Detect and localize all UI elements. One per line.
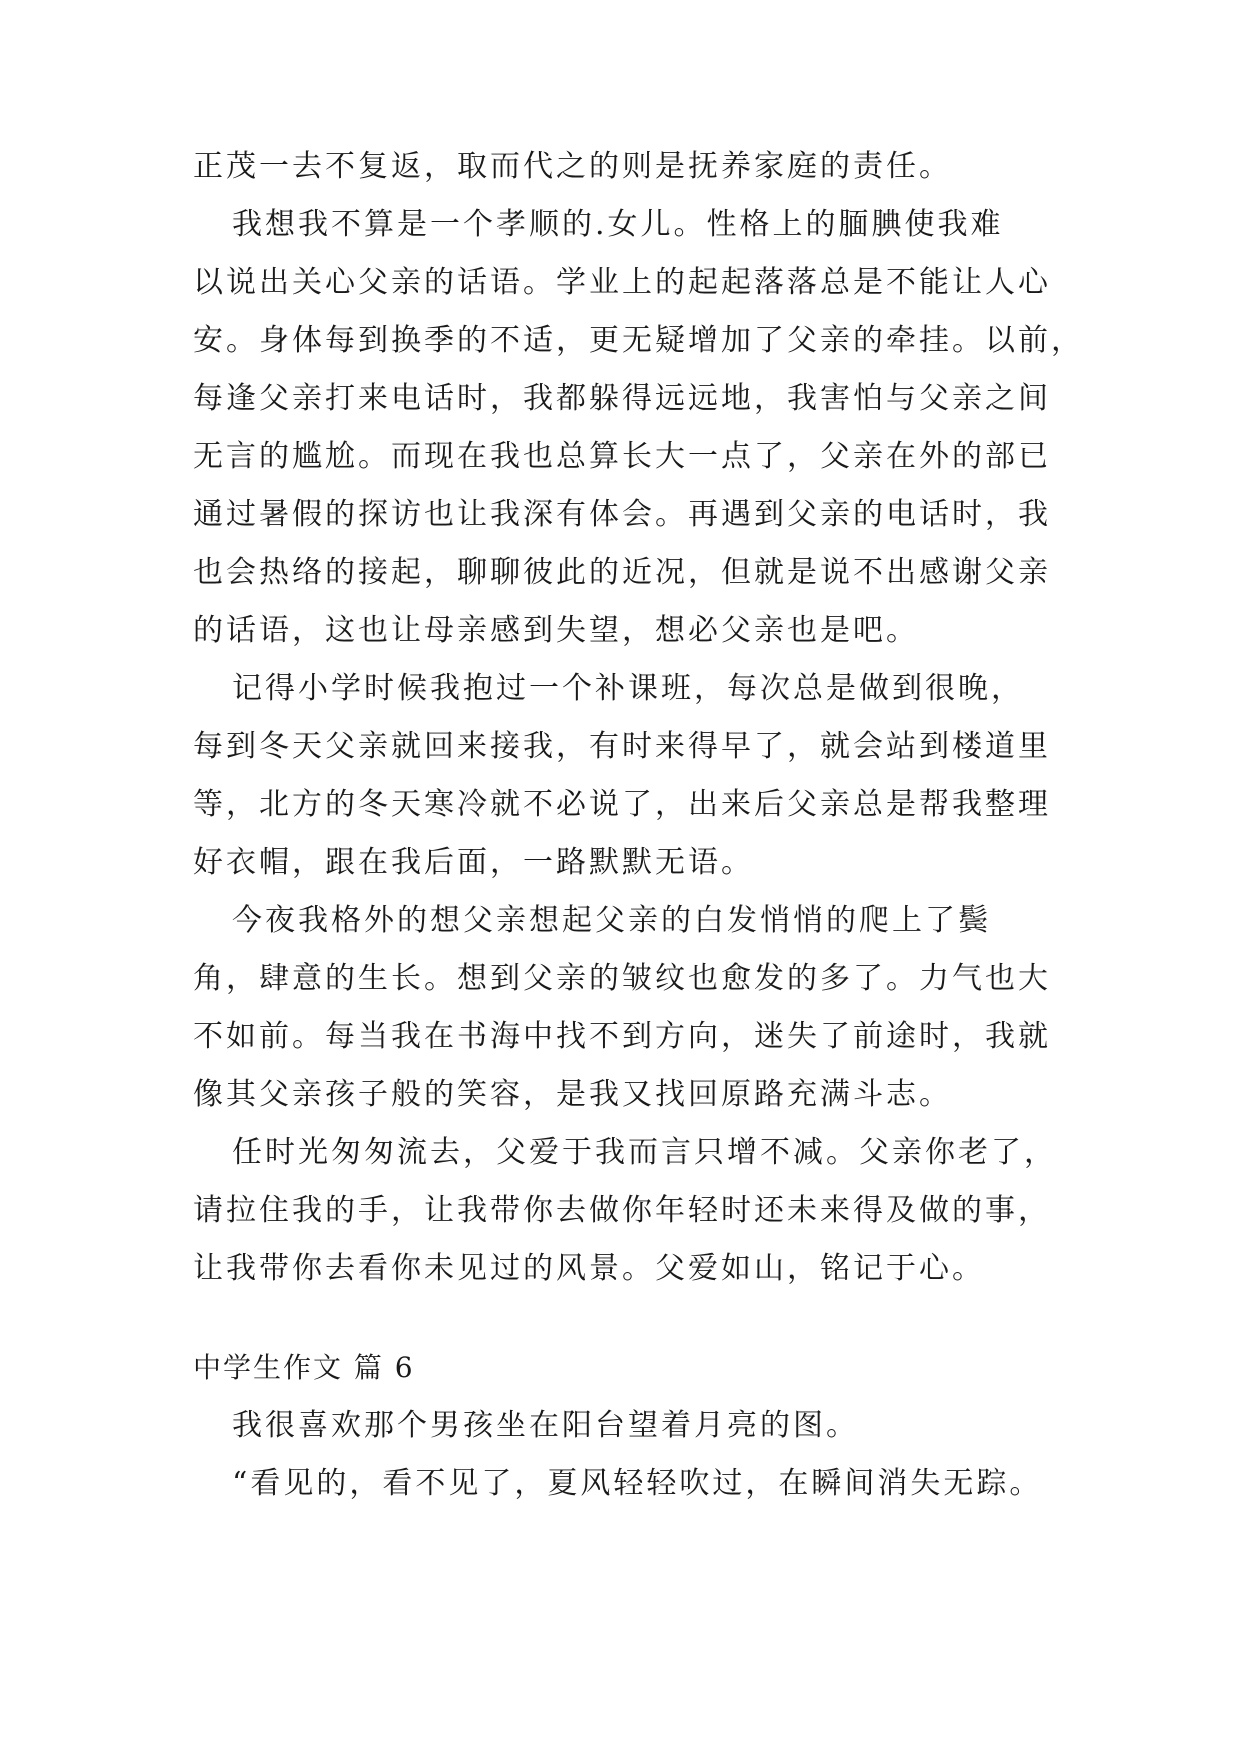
paragraph-2-line-5: 无言的尴尬。而现在我也总算长大一点了，父亲在外的部已: [193, 439, 1051, 474]
section-heading: 中学生作文 篇 6: [193, 1351, 415, 1384]
paragraph-4-line-1: 今夜我格外的想父亲想起父亲的白发悄悄的爬上了鬓: [232, 903, 991, 938]
paragraph-3-line-3: 等，北方的冬天寒冷就不必说了，出来后父亲总是帮我整理: [193, 787, 1051, 822]
paragraph-4-line-4: 像其父亲孩子般的笑容，是我又找回原路充满斗志。: [193, 1077, 952, 1112]
paragraph-4-line-3: 不如前。每当我在书海中找不到方向，迷失了前途时，我就: [193, 1019, 1051, 1054]
paragraph-3-line-4: 好衣帽，跟在我后面，一路默默无语。: [193, 845, 754, 880]
paragraph-5-line-1: 任时光匆匆流去，父爱于我而言只增不减。父亲你老了，: [232, 1135, 1057, 1170]
paragraph-1-line-1: 正茂一去不复返，取而代之的则是抚养家庭的责任。: [193, 149, 952, 184]
paragraph-2-line-8: 的话语，这也让母亲感到失望，想必父亲也是吧。: [193, 613, 919, 648]
paragraph-5-line-2: 请拉住我的手，让我带你去做你年轻时还未来得及做的事，: [193, 1193, 1051, 1228]
paragraph-3-line-2: 每到冬天父亲就回来接我，有时来得早了，就会站到楼道里: [193, 729, 1051, 764]
paragraph-2-line-2: 以说出关心父亲的话语。学业上的起起落落总是不能让人心: [193, 265, 1051, 300]
paragraph-2-line-7: 也会热络的接起，聊聊彼此的近况，但就是说不出感谢父亲: [193, 555, 1051, 590]
paragraph-2-line-4: 每逢父亲打来电话时，我都躲得远远地，我害怕与父亲之间: [193, 381, 1051, 416]
paragraph-3-line-1: 记得小学时候我抱过一个补课班，每次总是做到很晚，: [232, 671, 1024, 706]
paragraph-2-line-1: 我想我不算是一个孝顺的.女儿。性格上的腼腆使我难: [232, 207, 1004, 242]
paragraph-6-line-1: 我很喜欢那个男孩坐在阳台望着月亮的图。: [232, 1408, 859, 1443]
paragraph-2-line-6: 通过暑假的探访也让我深有体会。再遇到父亲的电话时，我: [193, 497, 1051, 532]
paragraph-2-line-3: 安。身体每到换季的不适，更无疑增加了父亲的牵挂。以前，: [193, 323, 1084, 358]
paragraph-4-line-2: 角，肆意的生长。想到父亲的皱纹也愈发的多了。力气也大: [193, 961, 1051, 996]
paragraph-5-line-3: 让我带你去看你未见过的风景。父爱如山，铭记于心。: [193, 1251, 985, 1286]
paragraph-7-line-1: “看见的，看不见了，夏风轻轻吹过，在瞬间消失无踪。: [232, 1466, 1043, 1501]
